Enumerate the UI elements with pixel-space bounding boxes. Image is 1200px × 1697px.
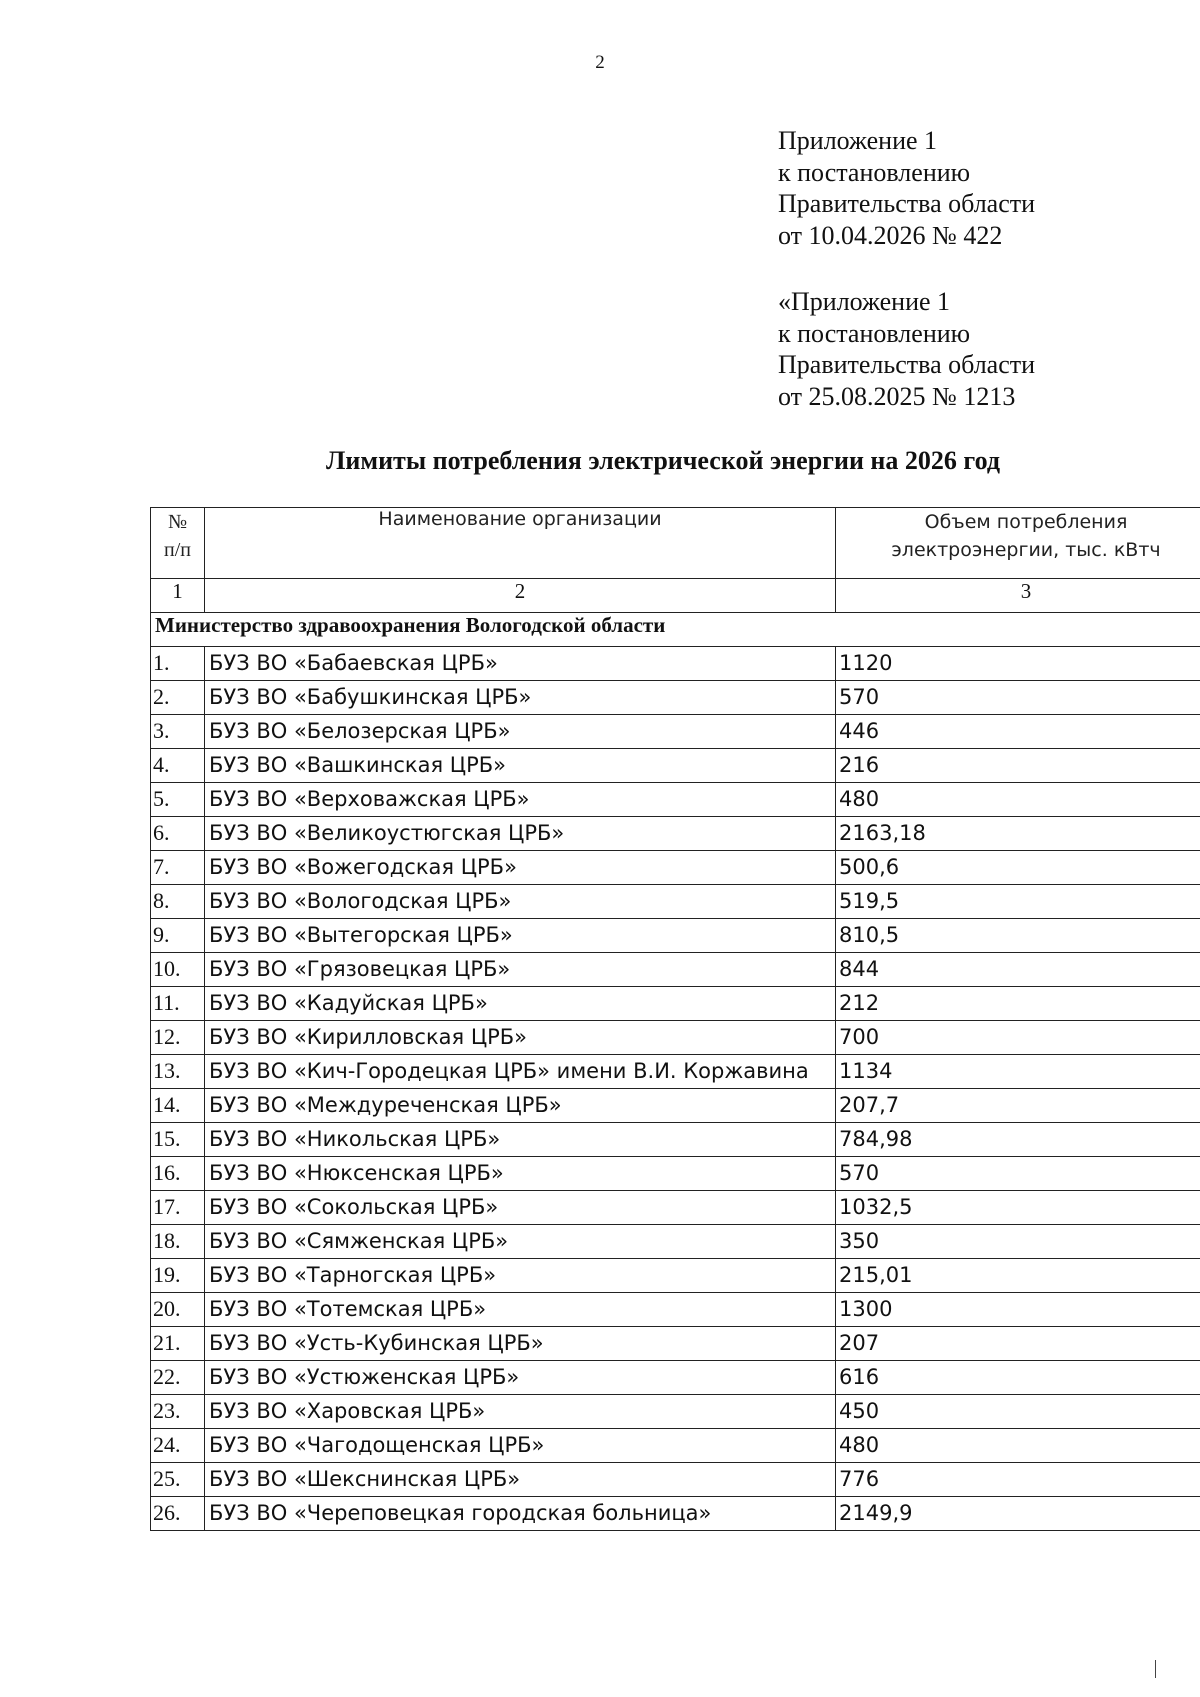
organization-name: БУЗ ВО «Кич-Городецкая ЦРБ» имени В.И. Коржавина: [205, 1055, 836, 1089]
row-number: 23.: [151, 1395, 205, 1429]
table-row: [151, 1429, 1200, 1463]
header-name: Наименование организации: [205, 508, 836, 579]
organization-name: БУЗ ВО «Тотемская ЦРБ»: [205, 1293, 836, 1327]
consumption-volume: 1134: [836, 1055, 1200, 1089]
row-number: 25.: [151, 1463, 205, 1497]
organization-name: БУЗ ВО «Вожегодская ЦРБ»: [205, 851, 836, 885]
header-volume-line: Объем потребления: [924, 511, 1128, 533]
table-row: [151, 1293, 1200, 1327]
table-row: [151, 1327, 1200, 1361]
organization-name: БУЗ ВО «Кадуйская ЦРБ»: [205, 987, 836, 1021]
consumption-volume: 776: [836, 1463, 1200, 1497]
table-row: [151, 1089, 1200, 1123]
annex-heading-current: [778, 125, 1035, 251]
document-title: Лимиты потребления электрической энергии на 2026 год: [326, 446, 1000, 475]
group-title: Министерство здравоохранения Вологодской области: [151, 613, 1200, 647]
table-row: [151, 953, 1200, 987]
row-number: 1.: [151, 647, 205, 681]
table-row: [151, 1361, 1200, 1395]
organization-name: БУЗ ВО «Белозерская ЦРБ»: [205, 715, 836, 749]
table-row: [151, 851, 1200, 885]
header-number: [151, 508, 205, 579]
organization-name: БУЗ ВО «Бабушкинская ЦРБ»: [205, 681, 836, 715]
consumption-volume: 1032,5: [836, 1191, 1200, 1225]
row-number: 8.: [151, 885, 205, 919]
annex-line: «Приложение 1: [778, 287, 951, 316]
organization-name: БУЗ ВО «Грязовецкая ЦРБ»: [205, 953, 836, 987]
consumption-volume: 570: [836, 1157, 1200, 1191]
table-row: [151, 783, 1200, 817]
row-number: 11.: [151, 987, 205, 1021]
row-number: 7.: [151, 851, 205, 885]
table-row: [151, 715, 1200, 749]
organization-name: БУЗ ВО «Междуреченская ЦРБ»: [205, 1089, 836, 1123]
consumption-volume: 570: [836, 681, 1200, 715]
organization-name: БУЗ ВО «Вытегорская ЦРБ»: [205, 919, 836, 953]
organization-name: БУЗ ВО «Усть-Кубинская ЦРБ»: [205, 1327, 836, 1361]
row-number: 20.: [151, 1293, 205, 1327]
annex-line: Правительства области: [778, 350, 1036, 379]
table-row: [151, 647, 1200, 681]
limits-table: [150, 507, 1200, 1531]
row-number: 13.: [151, 1055, 205, 1089]
table-row: [151, 1021, 1200, 1055]
organization-name: БУЗ ВО «Чагодощенская ЦРБ»: [205, 1429, 836, 1463]
consumption-volume: 215,01: [836, 1259, 1200, 1293]
annex-line: от 10.04.2026 № 422: [778, 220, 1003, 250]
annex-line: к постановлению: [778, 157, 971, 187]
table-row: [151, 1463, 1200, 1497]
row-number: 21.: [151, 1327, 205, 1361]
consumption-volume: 350: [836, 1225, 1200, 1259]
annex-line: от 25.08.2025 № 1213: [778, 381, 1016, 411]
table-row: [151, 1259, 1200, 1293]
row-number: 6.: [151, 817, 205, 851]
annex-line: Приложение 1: [778, 126, 938, 155]
column-number-row: [151, 579, 1200, 613]
organization-name: БУЗ ВО «Сямженская ЦРБ»: [205, 1225, 836, 1259]
row-number: 16.: [151, 1157, 205, 1191]
table-row: [151, 1191, 1200, 1225]
header-volume-line: электроэнергии, тыс. кВтч: [891, 539, 1161, 561]
table-row: [151, 1497, 1200, 1531]
organization-name: БУЗ ВО «Бабаевская ЦРБ»: [205, 647, 836, 681]
header-volume: [836, 508, 1200, 579]
organization-name: БУЗ ВО «Кирилловская ЦРБ»: [205, 1021, 836, 1055]
row-number: 17.: [151, 1191, 205, 1225]
row-number: 2.: [151, 681, 205, 715]
consumption-volume: 216: [836, 749, 1200, 783]
annex-line: к постановлению: [778, 318, 971, 348]
table-row: [151, 1225, 1200, 1259]
table-row: [151, 1123, 1200, 1157]
organization-name: БУЗ ВО «Великоустюгская ЦРБ»: [205, 817, 836, 851]
consumption-volume: 480: [836, 783, 1200, 817]
table-row: [151, 885, 1200, 919]
column-number: 3: [836, 579, 1200, 613]
organization-name: БУЗ ВО «Харовская ЦРБ»: [205, 1395, 836, 1429]
table-row: [151, 1395, 1200, 1429]
consumption-volume: 212: [836, 987, 1200, 1021]
page-number: 2: [595, 52, 605, 73]
table-row: [151, 817, 1200, 851]
row-number: 3.: [151, 715, 205, 749]
row-number: 26.: [151, 1497, 205, 1531]
consumption-volume: 446: [836, 715, 1200, 749]
consumption-volume: 480: [836, 1429, 1200, 1463]
organization-name: БУЗ ВО «Череповецкая городская больница»: [205, 1497, 836, 1531]
consumption-volume: 500,6: [836, 851, 1200, 885]
row-number: 18.: [151, 1225, 205, 1259]
row-number: 24.: [151, 1429, 205, 1463]
table-row: [151, 1055, 1200, 1089]
row-number: 4.: [151, 749, 205, 783]
organization-name: БУЗ ВО «Никольская ЦРБ»: [205, 1123, 836, 1157]
row-number: 10.: [151, 953, 205, 987]
header-number-line: п/п: [164, 539, 191, 561]
annex-heading-previous: [778, 286, 1035, 412]
column-number: 1: [151, 579, 205, 613]
column-number: 2: [205, 579, 836, 613]
consumption-volume: 207,7: [836, 1089, 1200, 1123]
organization-name: БУЗ ВО «Нюксенская ЦРБ»: [205, 1157, 836, 1191]
consumption-volume: 616: [836, 1361, 1200, 1395]
table-row: [151, 987, 1200, 1021]
organization-name: БУЗ ВО «Верховажская ЦРБ»: [205, 783, 836, 817]
organization-name: БУЗ ВО «Шекснинская ЦРБ»: [205, 1463, 836, 1497]
consumption-volume: 450: [836, 1395, 1200, 1429]
consumption-volume: 844: [836, 953, 1200, 987]
consumption-volume: 784,98: [836, 1123, 1200, 1157]
organization-name: БУЗ ВО «Тарногская ЦРБ»: [205, 1259, 836, 1293]
consumption-volume: 1120: [836, 647, 1200, 681]
consumption-volume: 519,5: [836, 885, 1200, 919]
table-row: [151, 681, 1200, 715]
consumption-volume: 810,5: [836, 919, 1200, 953]
table-row: [151, 749, 1200, 783]
row-number: 22.: [151, 1361, 205, 1395]
row-number: 5.: [151, 783, 205, 817]
consumption-volume: 1300: [836, 1293, 1200, 1327]
row-number: 9.: [151, 919, 205, 953]
row-number: 15.: [151, 1123, 205, 1157]
consumption-volume: 207: [836, 1327, 1200, 1361]
consumption-volume: 2149,9: [836, 1497, 1200, 1531]
table-row: [151, 919, 1200, 953]
row-number: 14.: [151, 1089, 205, 1123]
table-header-row: [151, 508, 1200, 579]
header-number-line: №: [167, 511, 188, 533]
table-row: [151, 1157, 1200, 1191]
organization-name: БУЗ ВО «Сокольская ЦРБ»: [205, 1191, 836, 1225]
organization-name: БУЗ ВО «Устюженская ЦРБ»: [205, 1361, 836, 1395]
group-row: [151, 613, 1200, 647]
organization-name: БУЗ ВО «Вашкинская ЦРБ»: [205, 749, 836, 783]
organization-name: БУЗ ВО «Вологодская ЦРБ»: [205, 885, 836, 919]
consumption-volume: 700: [836, 1021, 1200, 1055]
row-number: 19.: [151, 1259, 205, 1293]
scan-edge-mark: [1155, 1660, 1156, 1678]
consumption-volume: 2163,18: [836, 817, 1200, 851]
annex-line: Правительства области: [778, 189, 1036, 218]
row-number: 12.: [151, 1021, 205, 1055]
